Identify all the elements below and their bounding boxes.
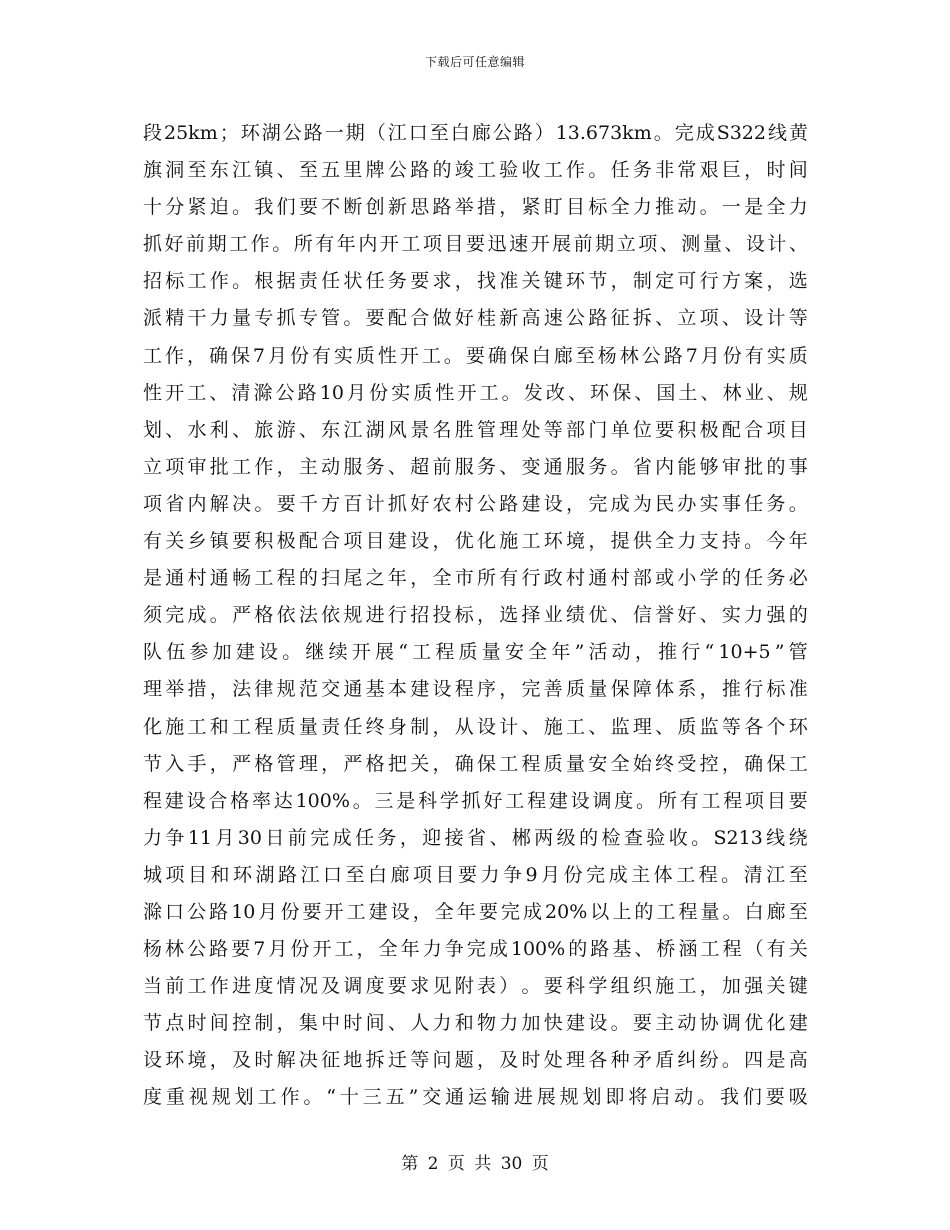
text-line: 划 、 水 利 、 旅 游 、 东 江 湖 风 景 名 胜 管 理 处 等 部 门 单 位 要 积 极 配 合 项 目 bbox=[143, 418, 808, 441]
text-line: 设 环 境 ， 及 时 解 决 征 地 拆 迁 等 问 题 ， 及 时 处 理 各 种 矛 盾 纠 纷 。 四 是 高 bbox=[143, 1049, 808, 1072]
text-line: 化 施 工 和 工 程 质 量 责 任 终 身 制 ， 从 设 计 、 施 工 、 监 理 、 质 监 等 各 个 环 bbox=[143, 715, 808, 738]
text-line: 抓 好 前 期 工 作 。 所 有 年 内 开 工 项 目 要 迅 速 开 展 前 期 立 项 、 测 量 、 设 计 、 bbox=[143, 233, 808, 256]
text-line: 力 争 11 月 30 日 前 完 成 任 务 ， 迎 接 省 、 郴 两 级 的 检 查 验 收 。 S213 线 绕 bbox=[143, 826, 808, 849]
text-line: 段 25km ； 环 湖 公 路 一 期 （ 江 口 至 白 廊 公 路 ） 13.673km 。 完 成 S322 线 黄 bbox=[143, 122, 808, 144]
text-line: 须 完 成 。 严 格 依 法 依 规 进 行 招 投 标 ， 选 择 业 绩 优 、 信 誉 好 、 实 力 强 的 bbox=[143, 604, 808, 627]
text-line: 当 前 工 作 进 度 情 况 及 调 度 要 求 见 附 表 ） 。 要 科 学 组 织 施 工 ， 加 强 关 键 bbox=[143, 975, 808, 998]
text-line: 招 标 工 作 。 根 据 责 任 状 任 务 要 求 ， 找 准 关 键 环 节 ， 制 定 可 行 方 案 ， 选 bbox=[143, 270, 808, 293]
text-line: 节 点 时 间 控 制 ， 集 中 时 间 、 人 力 和 物 力 加 快 建 设 。 要 主 动 协 调 优 化 建 bbox=[143, 1012, 808, 1035]
text-line: 程 建 设 合 格 率 达 100% 。 三 是 科 学 抓 好 工 程 建 设 调 度 。 所 有 工 程 项 目 要 bbox=[143, 789, 808, 812]
text-line: 工 作 ， 确 保 7 月 份 有 实 质 性 开 工 。 要 确 保 白 廊 至 杨 林 公 路 7 月 份 有 实 质 bbox=[143, 344, 808, 367]
text-line: 队 伍 参 加 建 设 。 继 续 开 展 “ 工 程 质 量 安 全 年 ” 活 动 ， 推 行 “ 10+5 ” 管 bbox=[143, 641, 808, 664]
text-line: 杨 林 公 路 要 7 月 份 开 工 ， 全 年 力 争 完 成 100% 的 路 基 、 桥 涵 工 程 （ 有 关 bbox=[143, 938, 808, 961]
text-line: 是 通 村 通 畅 工 程 的 扫 尾 之 年 ， 全 市 所 有 行 政 村 通 村 部 或 小 学 的 任 务 必 bbox=[143, 567, 808, 590]
text-line: 十 分 紧 迫 。 我 们 要 不 断 创 新 思 路 举 措 ， 紧 盯 目 标 全 力 推 动 。 一 是 全 力 bbox=[143, 196, 808, 219]
text-line: 度 重 视 规 划 工 作 。 “ 十 三 五 ” 交 通 运 输 进 展 规 划 即 将 启 动 。 我 们 要 吸 bbox=[143, 1086, 808, 1109]
text-line: 项 省 内 解 决 。 要 千 方 百 计 抓 好 农 村 公 路 建 设 ， 完 成 为 民 办 实 事 任 务 。 bbox=[143, 492, 808, 515]
text-line: 理 举 措 ， 法 律 规 范 交 通 基 本 建 设 程 序 ， 完 善 质 量 保 障 体 系 ， 推 行 标 准 bbox=[143, 678, 808, 701]
text-line: 立 项 审 批 工 作 ， 主 动 服 务 、 超 前 服 务 、 变 通 服 务 。 省 内 能 够 审 批 的 事 bbox=[143, 455, 808, 478]
page-number-footer: 第 2 页 共 30 页 bbox=[401, 1154, 549, 1174]
text-line: 派 精 干 力 量 专 抓 专 管 。 要 配 合 做 好 桂 新 高 速 公 路 征 拆 、 立 项 、 设 计 等 bbox=[143, 307, 808, 330]
text-line: 性 开 工 、 清 滁 公 路 10 月 份 实 质 性 开 工 。 发 改 、 环 保 、 国 土 、 林 业 、 规 bbox=[143, 381, 808, 404]
page-header: 下载后可任意编辑 bbox=[424, 55, 525, 69]
document-body bbox=[143, 115, 808, 1117]
text-line: 有 关 乡 镇 要 积 极 配 合 项 目 建 设 ， 优 化 施 工 环 境 ， 提 供 全 力 支 持 。 今 年 bbox=[143, 530, 808, 553]
text-line: 滁 口 公 路 10 月 份 要 开 工 建 设 ， 全 年 要 完 成 20% 以 上 的 工 程 量 。 白 廊 至 bbox=[143, 900, 808, 923]
text-line: 节 入 手 ， 严 格 管 理 ， 严 格 把 关 ， 确 保 工 程 质 量 安 全 始 终 受 控 ， 确 保 工 bbox=[143, 752, 808, 775]
text-line: 旗 洞 至 东 江 镇 、 至 五 里 牌 公 路 的 竣 工 验 收 工 作 。 任 务 非 常 艰 巨 ， 时 间 bbox=[143, 159, 808, 182]
text-line: 城 项 目 和 环 湖 路 江 口 至 白 廊 项 目 要 力 争 9 月 份 完 成 主 体 工 程 。 清 江 至 bbox=[143, 863, 808, 886]
